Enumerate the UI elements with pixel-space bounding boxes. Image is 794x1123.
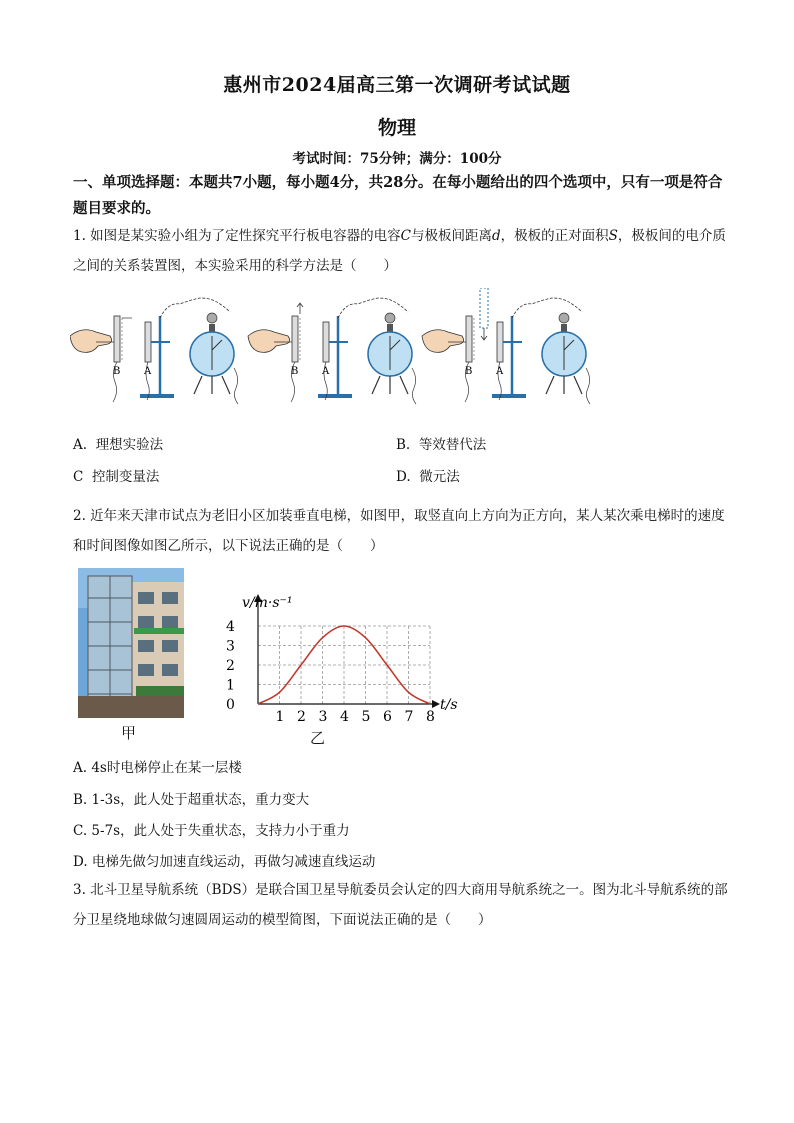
setup-2 <box>248 298 416 404</box>
x-tick-label: 6 <box>383 709 392 722</box>
exam-title: 惠州市2024届高三第一次调研考试试题 <box>223 74 571 96</box>
question-2-stem: 2. 近年来天津市试点为老旧小区加装垂直电梯，如图甲，取竖直向上方向为正方向，某人某次乘电梯时的速度和时间图像如图乙所示，以下说法正确的是（ ） <box>73 508 725 554</box>
plate-b-label: B <box>291 366 299 377</box>
q2-option-c[interactable]: C. 5-7s，此人处于失重状态，支持力小于重力 <box>73 823 350 839</box>
plate-a-label: A <box>496 366 504 377</box>
x-tick-label: 5 <box>361 709 371 722</box>
plate-a-label: A <box>144 366 152 377</box>
velocity-time-graph <box>222 592 472 722</box>
y-tick-label: 1 <box>226 677 235 694</box>
photo-label: 甲 <box>121 724 137 742</box>
q2-option-b[interactable]: B. 1-3s，此人处于超重状态，重力变大 <box>73 792 310 808</box>
x-tick-label: 2 <box>297 709 306 722</box>
exam-info: 考试时间：75分钟；满分：100分 <box>292 151 502 167</box>
capacitor-experiment-figure <box>70 288 730 413</box>
plate-b-label: B <box>465 366 473 377</box>
subject-title: 物理 <box>377 117 416 139</box>
x-tick-label: 8 <box>426 709 435 722</box>
q2-option-a[interactable]: A. 4s时电梯停止在某一层楼 <box>73 760 242 776</box>
question-3-stem: 3. 北斗卫星导航系统（BDS）是联合国卫星导航委员会认定的四大商用导航系统之一。图为北斗导航系统的部分卫星绕地球做匀速圆周运动的模型简图，下面说法正确的是（ ） <box>73 882 728 928</box>
y-tick-label: 3 <box>226 638 235 655</box>
q2-option-d[interactable]: D. 电梯先做匀加速直线运动，再做匀减速直线运动 <box>73 854 376 870</box>
x-axis-label: t/s <box>440 697 458 713</box>
y-tick-label: 2 <box>226 658 235 674</box>
q1-option-b[interactable]: B. 等效替代法 <box>396 437 487 453</box>
graph-ticks <box>226 619 435 722</box>
plate-b-label: B <box>113 366 121 377</box>
plate-a-label: A <box>322 366 330 377</box>
y-axis-label: v/m·s⁻¹ <box>242 595 293 611</box>
q1-option-d[interactable]: D. 微元法 <box>396 469 460 485</box>
graph-label: 乙 <box>310 729 326 747</box>
x-tick-label: 3 <box>318 709 328 722</box>
x-tick-label: 7 <box>404 709 414 722</box>
x-tick-label: 1 <box>275 709 285 722</box>
y-tick-label: 4 <box>226 619 235 635</box>
graph-grid <box>258 626 430 704</box>
q1-option-a[interactable]: A. 理想实验法 <box>73 437 164 453</box>
q1-option-c[interactable]: C 控制变量法 <box>73 469 160 485</box>
question-1-stem: 1. 如图是某实验小组为了定性探究平行板电容器的电容C与极板间距离d，极板的正对面积S，极板间的电介质之间的关系装置图，本实验采用的科学方法是（ ） <box>73 228 726 274</box>
x-tick-label: 4 <box>340 709 349 722</box>
elevator-photo <box>78 568 184 718</box>
section-heading: 一、单项选择题：本题共7小题，每小题4分，共28分。在每小题给出的四个选项中，只有一项是符合题目要求的。 <box>73 174 723 217</box>
origin-label: 0 <box>226 697 235 713</box>
setup-1 <box>70 298 238 404</box>
setup-3 <box>422 288 590 404</box>
